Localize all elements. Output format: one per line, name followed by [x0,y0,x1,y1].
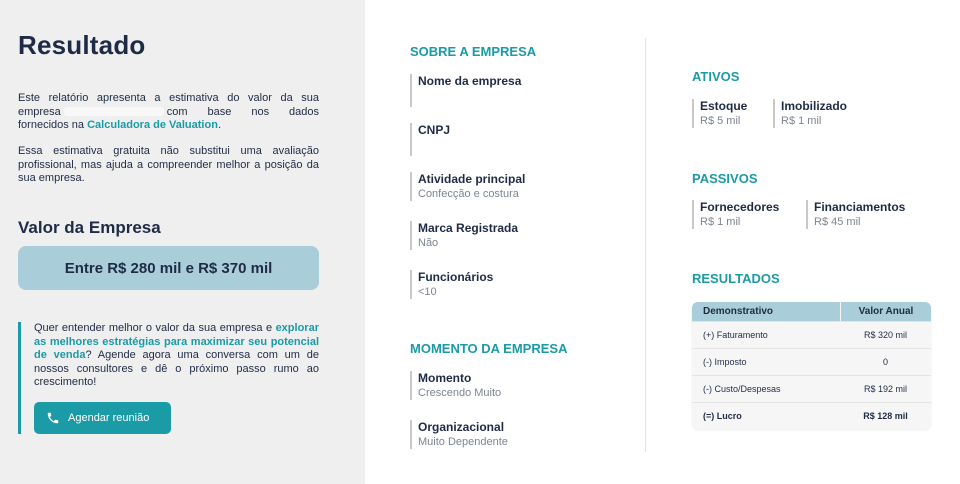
field-label: Nome da empresa [418,74,522,88]
passivos-heading: PASSIVOS [692,171,758,186]
field-value: Muito Dependente [418,436,508,448]
cta-highlight: explorar as melhores estratégias para maximizar seu potencial de venda [34,322,319,361]
row-value: R$ 192 mil [863,384,908,394]
field-cnpj [410,123,630,156]
kv-label: Estoque [700,99,748,113]
field-label: Organizacional [418,420,505,434]
table-row [692,375,931,402]
sobre-empresa-heading: SOBRE A EMPRESA [410,44,537,59]
field-value: Não [418,237,439,249]
kv-label: Imobilizado [781,99,847,113]
row-value: R$ 128 mil [863,411,908,421]
intro-text-start: Este relatório apresenta a estimativa do valor da sua empresa [18,92,319,118]
disclaimer-paragraph: Essa estimativa gratuita não substitui uma avaliação profissional, mas ajuda a compreender melhor a posição da sua empresa. [18,145,319,184]
field-label: Momento [418,371,472,385]
table-row [692,348,931,375]
left-panel [0,0,365,484]
field-label: Atividade principal [418,172,526,186]
company-value-heading: Valor da Empresa [18,218,161,237]
cta-block [18,322,319,434]
kv-label: Fornecedores [700,200,780,214]
kv-value: R$ 5 mil [700,115,741,127]
field-marca-registrada [410,221,630,250]
header-demonstrativo: Demonstrativo [703,306,774,317]
field-label: Marca Registrada [418,221,519,235]
row-label: (-) Imposto [703,357,747,367]
row-value: 0 [882,357,888,367]
results-table [692,302,931,429]
ativo-imobilizado [773,99,847,128]
field-value: Crescendo Muito [418,387,502,399]
redacted-company-name [64,107,164,116]
table-row-total [692,402,931,429]
company-value-range-text: Entre R$ 280 mil e R$ 370 mil [64,259,273,277]
cta-text [34,322,319,390]
page-title: Resultado [18,30,146,60]
intro-paragraph [18,92,319,133]
field-funcionarios [410,270,630,299]
row-label: (=) Lucro [703,411,742,421]
field-label: Funcionários [418,270,494,284]
valuation-calculator-link[interactable]: Calculadora de Valuation [87,119,218,131]
row-value: R$ 320 mil [863,330,908,340]
field-label: CNPJ [418,123,451,137]
field-nome-empresa [410,74,630,107]
schedule-meeting-button[interactable] [34,402,171,434]
phone-icon [46,411,60,425]
intro-text-end: . [217,119,221,131]
resultados-heading: RESULTADOS [692,271,780,286]
row-label: (-) Custo/Despesas [703,384,781,394]
kv-value: R$ 45 mil [814,216,861,228]
kv-value: R$ 1 mil [781,115,822,127]
passivo-fornecedores [692,200,779,229]
field-organizacional [410,420,630,449]
kv-value: R$ 1 mil [700,216,741,228]
table-header [692,302,931,321]
passivo-financiamentos [806,200,905,229]
cta-text-start: Quer entender melhor o valor da sua empresa e [34,322,273,334]
field-atividade-principal [410,172,630,201]
ativo-estoque [692,99,747,128]
momento-empresa-heading: MOMENTO DA EMPRESA [410,341,568,356]
row-label: (+) Faturamento [703,330,768,340]
table-row [692,321,931,348]
field-value: <10 [418,286,437,298]
ativos-heading: ATIVOS [692,69,740,84]
field-momento [410,371,630,400]
field-value: Confecção e costura [418,188,519,200]
intro-text-mid: com base nos dados fornecidos na [18,105,319,131]
kv-label: Financiamentos [814,200,906,214]
cta-text-end: ? Agende agora uma conversa com um de nossos consultores e dê o próximo passo rumo ao crescimento! [34,349,319,388]
company-value-range [18,246,319,290]
column-divider [645,38,646,452]
header-valor-anual: Valor Anual [840,302,931,321]
schedule-meeting-label: Agendar reunião [68,412,150,424]
